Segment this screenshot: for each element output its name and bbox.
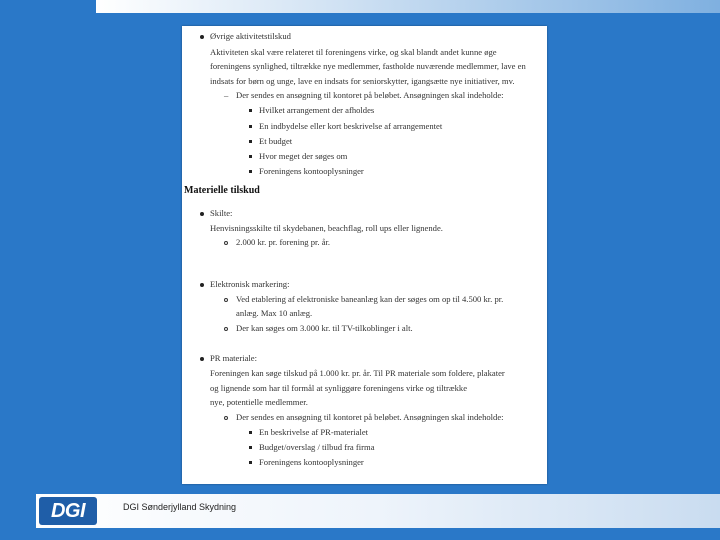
list-heading: Skilte: <box>210 208 233 218</box>
sub-sublist-item: Foreningens kontooplysninger <box>259 457 364 467</box>
dgi-logo: DGI <box>39 497 97 525</box>
top-gradient-band <box>96 0 720 13</box>
paragraph-line: Henvisningsskilte til skydebanen, beachflag, roll ups eller lignende. <box>210 223 443 233</box>
square-bullet-icon <box>249 140 252 143</box>
section-heading: Materielle tilskud <box>184 185 260 196</box>
sub-sublist-item: Hvilket arrangement der afholdes <box>259 105 375 115</box>
paragraph-line: foreningens synlighed, tiltrække nye medlemmer, fastholde nuværende medlemmer, lave en <box>210 61 526 71</box>
bullet-icon <box>200 283 204 287</box>
circle-bullet-icon <box>224 298 228 302</box>
square-bullet-icon <box>249 461 252 464</box>
list-heading: Elektronisk markering: <box>210 279 290 289</box>
square-bullet-icon <box>249 125 252 128</box>
bullet-icon <box>200 357 204 361</box>
sub-sublist-item: En beskrivelse af PR-materialet <box>259 427 369 437</box>
sub-sublist-item: Budget/overslag / tilbud fra firma <box>259 442 375 452</box>
paragraph-line: og lignende som har til formål at synliggøre foreningens virke og tiltrække <box>210 383 468 393</box>
sublist-item: Ved etablering af elektroniske baneanlæg kan der søges om op til 4.500 kr. pr. <box>236 294 504 304</box>
square-bullet-icon <box>249 170 252 173</box>
paragraph-line: nye, potentielle medlemmer. <box>210 397 308 407</box>
circle-bullet-icon <box>224 416 228 420</box>
paragraph-line: Aktiviteten skal være relateret til foreningens virke, og skal blandt andet kunne øge <box>210 47 497 57</box>
sublist-dash: – <box>224 90 229 100</box>
bullet-icon <box>200 212 204 216</box>
sublist-item-cont: anlæg. Max 10 anlæg. <box>236 308 313 318</box>
sub-sublist-item: Foreningens kontooplysninger <box>259 166 364 176</box>
list-heading: PR materiale: <box>210 353 258 363</box>
sub-sublist-item: Et budget <box>259 136 293 146</box>
square-bullet-icon <box>249 446 252 449</box>
sub-sublist-item: En indbydelse eller kort beskrivelse af arrangementet <box>259 121 443 131</box>
sublist-item: 2.000 kr. pr. forening pr. år. <box>236 237 331 247</box>
sublist-item: Der kan søges om 3.000 kr. til TV-tilkoblinger i alt. <box>236 323 413 333</box>
sublist-item: Der sendes en ansøgning til kontoret på beløbet. Ansøgningen skal indeholde: <box>236 412 504 422</box>
sub-sublist-item: Hvor meget der søges om <box>259 151 348 161</box>
document-page <box>182 26 547 484</box>
footer-org-name: DGI Sønderjylland Skydning <box>123 502 237 512</box>
square-bullet-icon <box>249 109 252 112</box>
square-bullet-icon <box>249 155 252 158</box>
circle-bullet-icon <box>224 327 228 331</box>
paragraph-line: indsats for børn og unge, lave en indsats for seniorskytter, igangsætte nye initiativer, mv. <box>210 76 515 86</box>
bullet-icon <box>200 35 204 39</box>
paragraph-line: Foreningen kan søge tilskud på 1.000 kr. pr. år. Til PR materiale som foldere, plakater <box>210 368 505 378</box>
sublist-item: Der sendes en ansøgning til kontoret på beløbet. Ansøgningen skal indeholde: <box>236 90 504 100</box>
square-bullet-icon <box>249 431 252 434</box>
circle-bullet-icon <box>224 241 228 245</box>
list-heading: Øvrige aktivitetstilskud <box>210 31 291 41</box>
